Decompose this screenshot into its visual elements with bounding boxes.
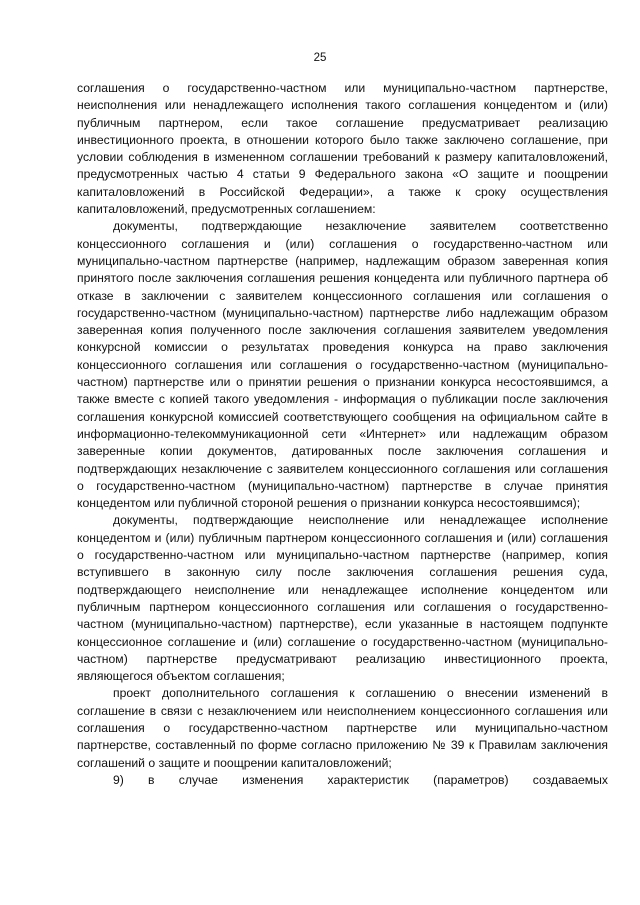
paragraph-documents-non-performance: документы, подтверждающие неисполнение или ненадлежащее исполнение концедентом и (или) публичным партнером концессионного соглашения и (или) соглашения о государственно-частном или муниципально-частном партнерстве (например, копия вступившего в законную силу после заключения соглашения решения суда, подтверждающего неисполнение или ненадлежащее исполнение концедентом или публичным партнером концессионного соглашения или соглашения о государственно-частном (муниципально-частном) партнерстве), если указанные в настоящем подпункте концессионное соглашение и (или) соглашение о государственно-частном (муниципально-частном) партнерстве предусматривают реализацию инвестиционного проекта, являющегося объектом соглашения; xyxy=(77,513,608,684)
paragraph-continuation: соглашения о государственно-частном или муниципально-частном партнерстве, неисполнения или ненадлежащего исполнения такого соглашения концедентом и (или) публичным партнером, если такое соглашение предусматривает реализацию инвестиционного проекта, в отношении которого было также заключено соглашение, при условии соблюдения в измененном соглашении требований к размеру капиталовложений, предусмотренных частью 4 статьи 9 Федерального закона «О защите и поощрении капиталовложений в Российской Федерации», а также к сроку осуществления капиталовложений, предусмотренных соглашением: xyxy=(77,81,608,217)
paragraph-item-9: 9) в случае изменения характеристик (параметров) создаваемых xyxy=(113,772,608,787)
page-number: 25 xyxy=(313,52,327,64)
document-body xyxy=(77,80,608,789)
paragraph-documents-non-conclusion: документы, подтверждающие незаключение заявителем соответственно концессионного соглашения и (или) соглашения о государственно-частном или муниципально-частном партнерстве (например, надлежащим образом заверенная копия принятого после заключения соглашения решения концедента или публичного партнера об отказе в заключении с заявителем концессионного соглашения или соглашения о государственно-частном (муниципально-частном) партнерстве либо надлежащим образом заверенная копия полученного после заключения соглашения заявителем уведомления конкурсной комиссии о результатах проведения конкурса на право заключения концессионного соглашения или соглашения о государственно-частном (муниципально-частном) партнерстве или о принятии решения о признании конкурса несостоявшимся, а также вместе с копией такого уведомления - информация о публикации после заключения соглашения конкурсной комиссией соответствующего сообщения на официальном сайте в информационно-телекоммуникационной сети «Интернет» или надлежащим образом заверенные копии документов, датированных после заключения соглашения и подтверждающих незаключение с заявителем концессионного соглашения или соглашения о государственно-частном (муниципально-частном) партнерстве в случае принятия концедентом или публичной стороной решения о признании конкурса несостоявшимся); xyxy=(77,219,608,511)
paragraph-draft-supplementary-agreement: проект дополнительного соглашения к соглашению о внесении изменений в соглашение в связи с незаключением или неисполнением концессионного соглашения или соглашения о государственно-частном партнерстве или муниципально-частном партнерстве, составленный по форме согласно приложению № 39 к Правилам заключения соглашений о защите и поощрении капиталовложений; xyxy=(77,686,608,770)
